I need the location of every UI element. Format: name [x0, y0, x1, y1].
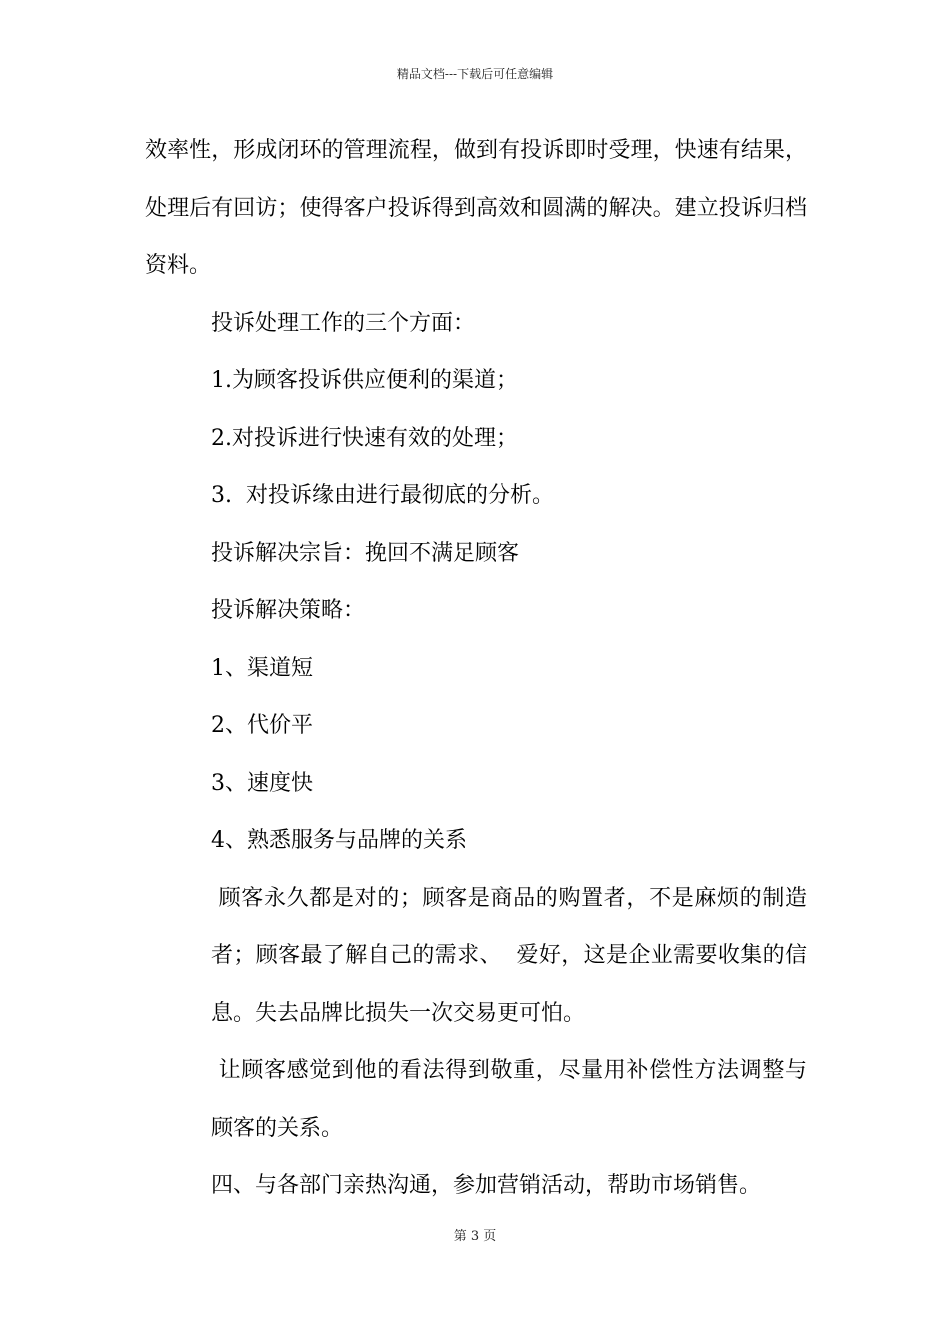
- paragraph-3: 1.为顾客投诉供应便利的渠道；: [211, 368, 518, 393]
- paragraph-6: 投诉解决宗旨：挽回不满足顾客: [211, 540, 520, 566]
- paragraph-5: 3. 对投诉缘由进行最彻底的分析。: [211, 483, 554, 508]
- paragraph-4: 2.对投诉进行快速有效的处理；: [211, 425, 518, 451]
- paragraph-11: 4、熟悉服务与品牌的关系: [211, 828, 467, 853]
- document-body: [145, 122, 807, 1215]
- paragraph-2: 投诉处理工作的三个方面：: [211, 310, 476, 336]
- paragraph-9: 2、代价平: [211, 713, 313, 738]
- paragraph-1: 效率性，形成闭环的管理流程，做到有投诉即时受理，快速有结果，处理后有回访；使得客户投诉得到高效和圆满的解决。建立投诉归档资料。: [145, 138, 807, 278]
- paragraph-13: 让顾客感觉到他的看法得到敬重，尽量用补偿性方法调整与顾客的关系。: [211, 1058, 807, 1141]
- paragraph-8: 1、渠道短: [211, 655, 313, 681]
- paragraph-14: 四、与各部门亲热沟通，参加营销活动，帮助市场销售。: [211, 1173, 762, 1198]
- paragraph-10: 3、速度快: [211, 770, 313, 796]
- paragraph-12: 顾客永久都是对的；顾客是商品的购置者，不是麻烦的制造者；顾客最了解自己的需求、 爱好，这是企业需要收集的信息。失去品牌比损失一次交易更可怕。: [211, 885, 807, 1026]
- page-footer: 第 3 页: [453, 1229, 497, 1244]
- page-header: 精品文档---下载后可任意编辑: [396, 67, 554, 81]
- paragraph-7: 投诉解决策略：: [211, 598, 366, 623]
